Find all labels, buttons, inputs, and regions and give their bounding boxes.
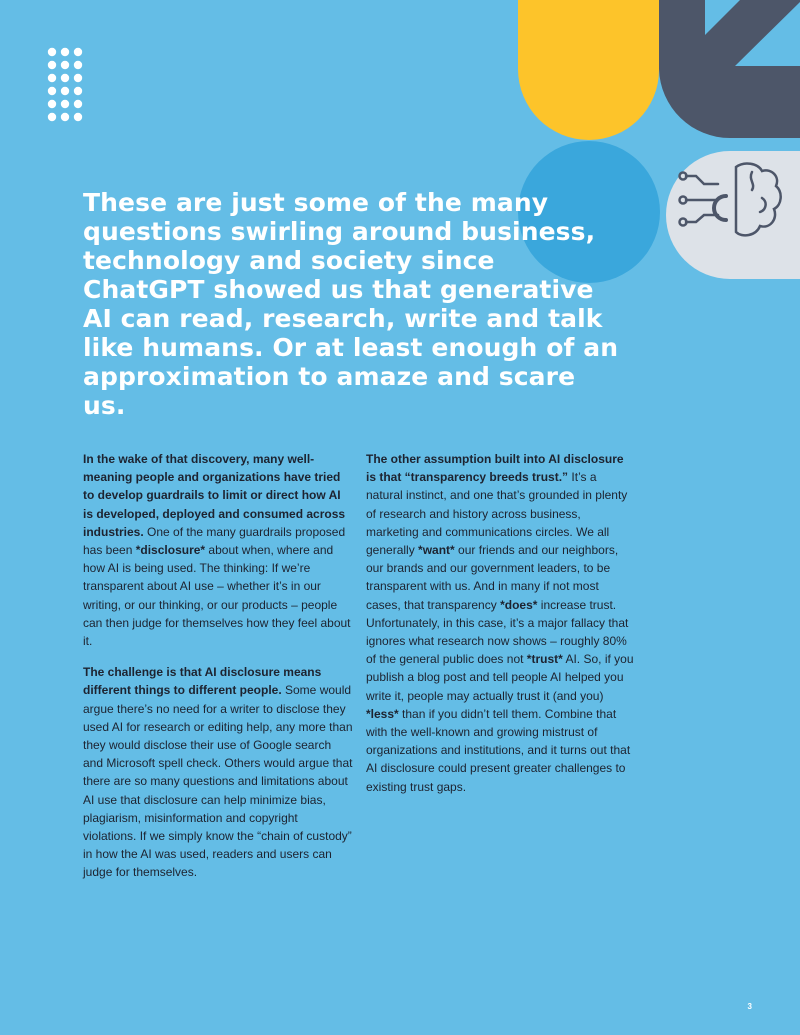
dot-grid-icon <box>48 48 82 121</box>
emphasis-trust: *trust* <box>526 652 563 667</box>
paragraph-text: One of the many guardrails proposed has been <box>83 524 346 558</box>
paragraph-text: than if you didn’t tell them. Combine that with the well-known and growing mistrust of organizations and institutions, and it turns out that AI disclosure could present greater challenges to existing trust gaps. <box>366 706 631 794</box>
page-number: 3 <box>747 1002 752 1011</box>
paragraph-text: Some would argue there’s no need for a writer to disclose they used AI for research or editing help, any more than they would disclose their use of Google search and Microsoft spell check. Others would argue that there are so many questions and limitations about AI use that disclosure can help minimize bias, plagiarism, misinformation and copyright violations. If we simply know the “chain of custody” in how the AI was used, readers and users can judge for themselves. <box>83 683 353 880</box>
body-column-left <box>83 450 353 895</box>
paragraph <box>83 663 353 881</box>
paragraph-bold-lead: The challenge is that AI disclosure means different things to different people. <box>83 665 322 698</box>
arrow-shape-icon <box>659 0 800 138</box>
emphasis-want: *want* <box>418 543 455 558</box>
body-column-right <box>366 450 636 809</box>
paragraph-bold-lead: In the wake of that discovery, many well-meaning people and organizations have tried to develop guardrails to limit or direct how AI is developed, deployed and consumed across industries. <box>83 452 346 539</box>
yellow-shape <box>518 0 659 140</box>
paragraph-text: AI. So, if you publish a blog post and tell people AI helped you write it, people may actually trust it (and you) <box>366 652 634 703</box>
headline: These are just some of the many questions swirling around business, technology and society since ChatGPT showed us that generative AI can read, research, write and talk like humans. Or at least enough of an approximation to amaze and scare us. <box>83 188 619 420</box>
paragraph-bold-lead: The other assumption built into AI disclosure is that “transparency breeds trust.” <box>366 452 624 485</box>
emphasis-less: *less* <box>366 706 399 721</box>
paragraph-text: increase trust. Unfortunately, in this case, it’s a major fallacy that ignores what research now shows – roughly 80% of the general public does not <box>366 597 629 667</box>
emphasis-disclosure: *disclosure* <box>135 543 206 558</box>
paragraph-text: our friends and our neighbors, our brands and our government leaders, to be transparent with us. And in many if not most cases, that transparency <box>366 543 619 612</box>
paragraph <box>83 450 353 650</box>
paragraph <box>366 450 636 796</box>
emphasis-does: *does* <box>500 597 538 612</box>
paragraph-text: about when, where and how AI is being used. The thinking: If we’re transparent about AI use – whether it’s in our writing, or our thinking, or our products – people can then judge for themselves how they feel about it. <box>83 543 351 649</box>
grey-circle <box>666 151 800 279</box>
paragraph-text: It’s a natural instinct, and one that’s grounded in plenty of research and history across business, marketing and communications circles. We all generally <box>366 470 628 558</box>
